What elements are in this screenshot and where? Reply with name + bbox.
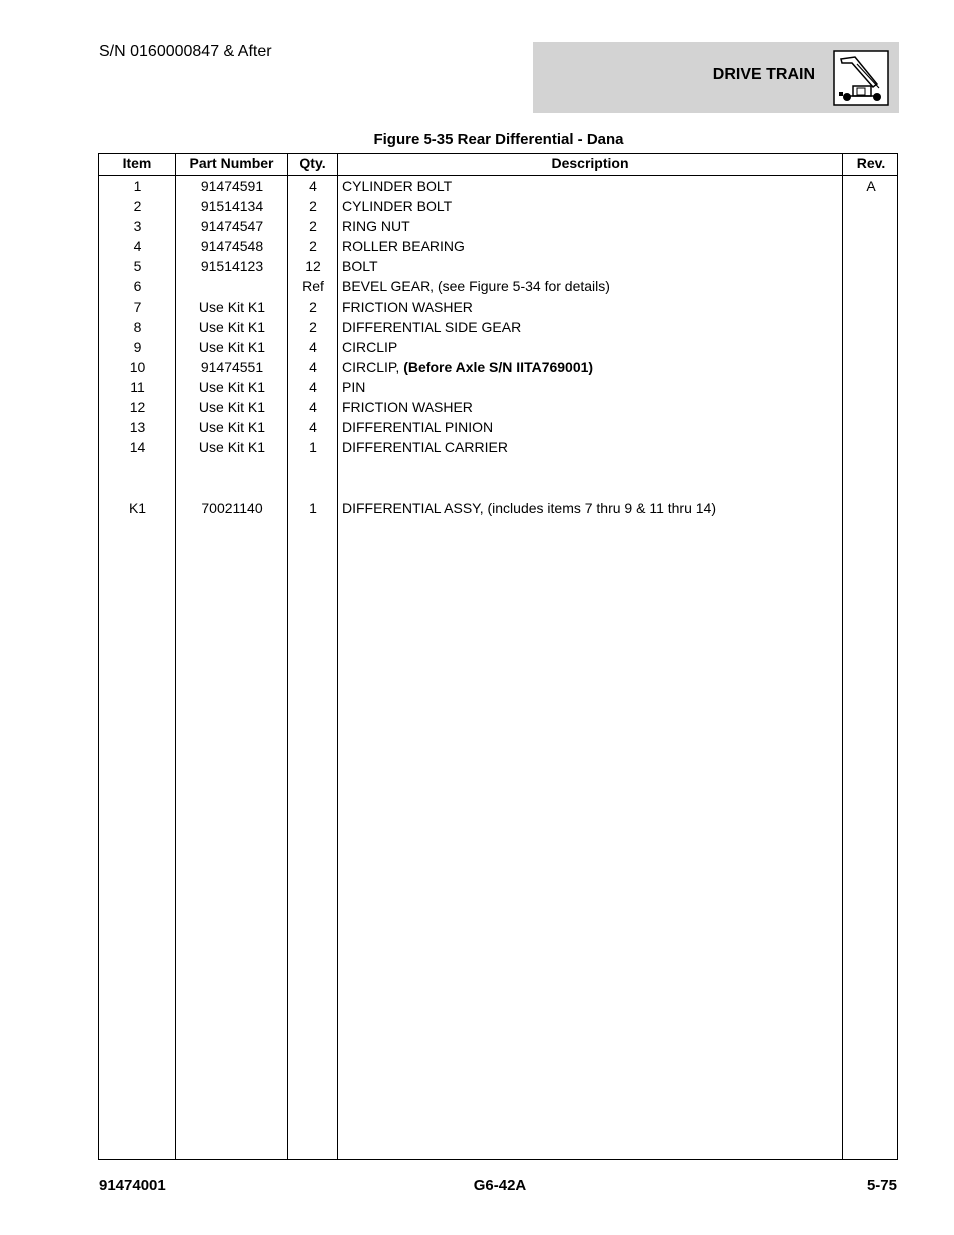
description-cell: DIFFERENTIAL PINION [342,419,494,436]
description-cell: DIFFERENTIAL SIDE GEAR [342,318,522,335]
item-cell: 7 [133,298,142,315]
table-row [99,357,897,377]
item-cell: 6 [133,278,142,295]
part-number-cell: 91474548 [200,238,264,255]
item-cell: 8 [133,318,142,335]
item-cell: 1 [133,178,142,194]
qty-cell: 2 [309,318,317,335]
item-cell: 9 [133,338,142,355]
table-row [99,377,897,397]
description-cell: RING NUT [342,218,410,235]
description-note: (Before Axle S/N IITA769001) [403,358,594,375]
item-cell: 10 [129,358,146,375]
serial-number: S/N 0160000847 & After [99,43,272,60]
table-row [99,196,897,216]
table-row [99,297,897,317]
column-header-qty: Qty. [299,155,326,171]
table-body [99,176,897,518]
description-cell: FRICTION WASHER [342,298,473,315]
footer-doc-number: 91474001 [99,1177,166,1194]
part-number-cell: Use Kit K1 [198,318,266,335]
description-cell [342,357,593,377]
part-number-cell: Use Kit K1 [198,419,266,436]
section-title: DRIVE TRAIN [712,66,815,83]
qty-cell: Ref [302,278,324,295]
table-row [99,397,897,417]
item-cell: 14 [129,439,146,456]
description-cell: DIFFERENTIAL CARRIER [342,439,508,456]
column-header-item: Item [122,155,152,171]
item-cell: 4 [133,238,142,255]
column-header-rev: Rev. [856,155,886,171]
item-cell: 12 [129,399,146,416]
qty-cell: 4 [309,419,317,436]
description-text: CIRCLIP, [342,358,404,375]
part-number-cell: Use Kit K1 [198,378,266,395]
qty-cell: 4 [309,358,317,375]
description-cell: FRICTION WASHER [342,399,473,416]
qty-cell: 2 [309,198,317,215]
part-number-cell: Use Kit K1 [198,439,266,456]
table-row [99,417,897,437]
table-row [99,256,897,276]
table-row-kit [99,498,897,518]
figure-title: Figure 5-35 Rear Differential - Dana [373,131,624,148]
item-cell: 13 [129,419,146,436]
qty-cell: 4 [309,178,317,194]
part-number-cell: 91474547 [200,218,264,235]
table-row [99,216,897,236]
qty-cell: 2 [309,218,317,235]
column-header-description: Description [551,155,629,171]
footer-model: G6-42A [473,1177,527,1194]
item-cell: 2 [133,198,142,215]
description-cell: DIFFERENTIAL ASSY, (includes items 7 thru 9 & 11 thru 14) [342,499,717,516]
section-banner [533,42,899,113]
description-cell: BOLT [342,258,378,275]
row-spacer [99,457,897,497]
parts-table [98,153,898,1160]
item-cell: K1 [128,499,147,516]
item-cell: 5 [133,258,142,275]
qty-cell: 12 [305,258,321,275]
qty-cell: 1 [309,439,317,456]
part-number-cell: 91474551 [200,358,264,375]
description-cell: CYLINDER BOLT [342,198,453,215]
table-row [99,317,897,337]
table-row [99,236,897,256]
table-row [99,337,897,357]
rev-cell: A [866,178,876,194]
qty-cell: 2 [309,238,317,255]
part-number-cell: Use Kit K1 [198,298,266,315]
qty-cell: 4 [309,399,317,416]
footer-page-number: 5-75 [866,1177,897,1194]
telehandler-icon [833,50,889,106]
description-cell: BEVEL GEAR, (see Figure 5-34 for details) [342,278,610,295]
part-number-cell: Use Kit K1 [198,399,266,416]
part-number-cell: 91474591 [200,178,264,194]
description-cell: PIN [342,378,366,395]
qty-cell: 4 [309,378,317,395]
description-cell: CIRCLIP [342,338,398,355]
qty-cell: 1 [309,499,317,516]
table-row [99,437,897,457]
qty-cell: 2 [309,298,317,315]
part-number-cell: Use Kit K1 [198,338,266,355]
column-header-part-number: Part Number [189,155,274,171]
part-number-cell: 91514123 [200,258,264,275]
table-row [99,176,897,196]
description-cell: CYLINDER BOLT [342,178,453,194]
item-cell: 11 [130,378,145,395]
qty-cell: 4 [309,338,317,355]
part-number-cell: 70021140 [201,499,263,516]
description-cell: ROLLER BEARING [342,238,465,255]
item-cell: 3 [133,218,142,235]
table-row [99,276,897,296]
part-number-cell: 91514134 [200,198,264,215]
